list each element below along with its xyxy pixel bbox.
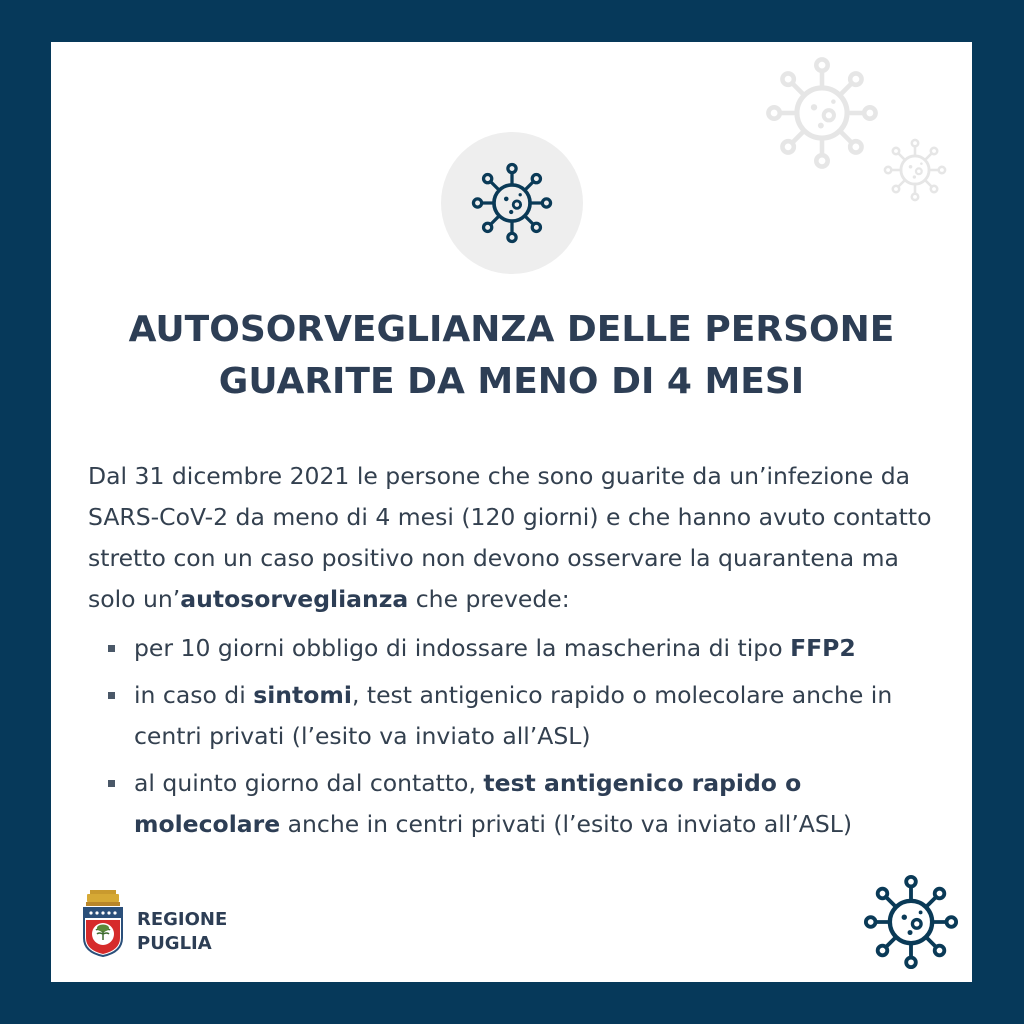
list-item: [88, 763, 948, 845]
logo-text: [137, 908, 227, 956]
header-icon-badge: [441, 132, 583, 274]
intro-paragraph: [88, 456, 948, 620]
bullet-bold: FFP2: [790, 634, 856, 662]
bullet-bold: test antigenico rapido o molecolare: [134, 769, 802, 838]
bullet-text: per 10 giorni obbligo di indossare la mascherina di tipo: [134, 634, 791, 662]
bullet-text: al quinto giorno dal contatto,: [134, 769, 484, 797]
bullet-list: [88, 628, 948, 845]
logo-line-1: REGIONE: [137, 909, 228, 930]
logo-line-2: PUGLIA: [137, 933, 212, 954]
intro-bold: autosorveglianza: [180, 585, 409, 613]
virus-icon: [765, 56, 879, 170]
virus-icon: [471, 162, 553, 244]
title-line-1: AUTOSORVEGLIANZA DELLE PERSONE: [128, 309, 895, 350]
info-card: [51, 42, 972, 982]
bullet-bold: sintomi: [253, 681, 352, 709]
bullet-text: anche in centri privati (l’esito va inviato all’ASL): [280, 810, 853, 838]
regione-puglia-logo-icon: [81, 888, 125, 958]
intro-text: Dal 31 dicembre 2021 le persone che sono guarite da un’infezione da SARS-CoV-2 da meno di 4 mesi (120 giorni) e che hanno avuto contatto stretto con un caso positivo non devono osservare la quarantena ma solo un’: [88, 462, 932, 613]
body-text: [88, 456, 948, 851]
virus-icon: [863, 874, 959, 970]
bullet-text: , test antigenico rapido o molecolare anche in centri privati (l’esito va inviato all’ASL): [134, 681, 893, 750]
list-item: [88, 628, 948, 669]
intro-after: che prevede:: [408, 585, 570, 613]
virus-icon: [883, 138, 947, 202]
title-line-2: GUARITE DA MENO DI 4 MESI: [218, 361, 805, 402]
list-item: [88, 675, 948, 757]
bullet-text: in caso di: [134, 681, 254, 709]
page-title: [51, 304, 972, 408]
